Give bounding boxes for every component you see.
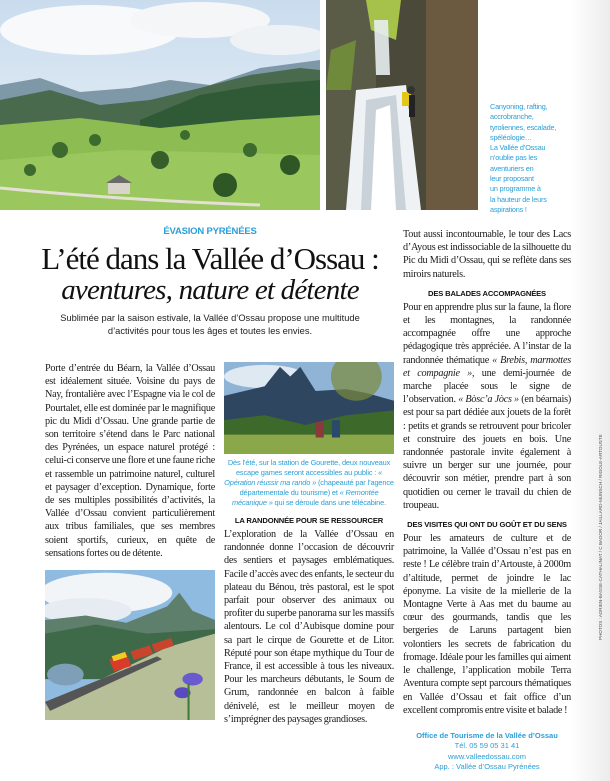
column-2 xyxy=(224,362,394,726)
article-header xyxy=(30,226,390,338)
lede-line: d’activités pour tous les âges et toutes les envies. xyxy=(107,326,313,336)
caption-line: tyroliennes, escalade, xyxy=(490,122,557,132)
photo-credit: PHOTOS : ADRIEN-BASSE-CATHALINAT / C BADOR / JAILLARD-MUNSCH / RIGOLE-ARTOUSTE xyxy=(598,434,603,640)
caption-line: La Vallée d’Ossau xyxy=(490,143,546,153)
canyoning-caption xyxy=(490,102,576,215)
lede-line: Sublimée par la saison estivale, la Vallée d’Ossau propose une multitude xyxy=(60,313,360,323)
caption-line: un programme à xyxy=(490,184,541,194)
paragraph-text: (en béarnais) est pour sa part dédiée aux jouets de la forêt : petits et grands se retrouvent pour bricoler et construire des jouets en bois. Une randonnée pastorale invite également à suivre un berger sur une journée, pour découvrir son métier, prendre part à son quotidien ou cerner le travail du chien de troupeau. xyxy=(403,394,571,511)
caption-italic-title: « Remontée mécanique » xyxy=(231,488,379,507)
contact-block xyxy=(403,731,571,773)
intro-paragraph: Porte d’entrée du Béarn, la Vallée d’Ossau est idéalement située. Voisine du pays de Nay, frontalière avec l’Espagne via le col de Pourtalet, elle est dominée par le magnifique pic du Midi d’Ossau. Une grande partie de son territoire s’étend dans le Parc national des Pyrénées, un espace naturel protégé : celui-ci conserve une flore et une faune riche et rassemble un patrimoine naturel, culturel et paysager d’exception. Dynamique, forte de ses multiples possibilités d’activités, la Vallée d’Ossau convient particulièrement aux tribus familiales, que ses membres soient sportifs, curieux, en quête de sensations fortes ou de détente. xyxy=(45,363,215,559)
paragraph-text: , une demi-journée de marche placée sous le signe de l’observation. xyxy=(403,367,571,406)
visites-paragraph: Pour les amateurs de culture et de patrimoine, la Vallée d’Ossau n’est pas en reste ! Le célèbre train d’Artouste, à 2000m d’altitude, permet de joindre le lac éponyme. La visite de la miellerie de la Montagne Verte à Aas met du baume au cœur des gourmands, tandis que les bergeries de Laruns partagent bien volontiers les secrets de fabrication du fromage. Idéale pour les familles qui aiment le challenge, l’application mobile Terra Aventura compte sept parcours thématiques en Vallée d’Ossau et fait office d’un excellent compromis entre visite et balade ! xyxy=(403,533,571,716)
article-subtitle: aventures, nature et détente xyxy=(61,274,359,306)
valley-landscape-photo xyxy=(0,0,320,210)
column-1 xyxy=(45,362,215,720)
column-3 xyxy=(403,228,571,773)
tourism-office-name: Office de Tourisme de la Vallée d’Ossau xyxy=(416,730,558,740)
paragraph-italic: « Bòsc’a Jòcs » xyxy=(458,394,519,406)
caption-line: aspirations ! xyxy=(490,204,527,214)
caption-text: Dès l’été, sur la station de Gourette, deux nouveaux escape games seront accessibles au public : xyxy=(227,458,391,477)
caption-line: accrobranche, xyxy=(490,112,534,122)
section-heading-randonnee: LA RANDONNÉE POUR SE RESSOURCER xyxy=(234,516,384,525)
pic-du-midi-photo xyxy=(224,362,394,454)
paragraph-italic: « Brebis, marmottes et compagnie » xyxy=(403,354,571,379)
article-lede xyxy=(30,312,390,338)
section-heading-visites: DES VISITES QUI ONT DU GOÛT ET DU SENS xyxy=(407,520,567,530)
caption-line: spéléologie… xyxy=(490,132,532,142)
top-photo-band xyxy=(0,0,580,214)
escape-games-caption xyxy=(224,458,394,508)
caption-text: (chapeauté par l’agence départementale du tourisme) et xyxy=(239,478,394,497)
artouste-train-photo xyxy=(45,570,215,720)
canyoning-waterfall-photo xyxy=(326,0,478,210)
caption-text: qui se déroule dans une télécabine. xyxy=(272,498,387,507)
phone-number: Tél. 05 59 05 31 41 xyxy=(454,741,520,751)
balades-paragraph xyxy=(403,301,571,512)
randonnee-paragraph: L’exploration de la Vallée d’Ossau en randonnée donne l’occasion de découvrir des sentiers et paysages emblématiques. Facile d’accès avec des enfants, le secteur du plateau du Bénou, très pastoral, est le spot parfait pour observer des animaux ou profiter du superbe panorama sur les massifs alentours. Le col d’Aubisque domine pour sa part le cirque de Gourette et de Litor. Réputé pour son étape mythique du Tour de France, il est accessible à tous les niveaux. Pour les marcheurs débutants, le Soum de Grum, randonnée en balcon à faible dénivelé, est le meilleur moyen de s’imprégner des paysages grandioses. xyxy=(224,529,394,725)
lacs-ayous-paragraph: Tout aussi incontournable, le tour des Lacs d’Ayous est indissociable de la silhouette du Pic du Midi d’Ossau, qui se reflète dans ses miroirs naturels. xyxy=(403,229,571,280)
website-link[interactable]: www.valleedossau.com xyxy=(448,751,526,761)
caption-line: aventuriers en xyxy=(490,163,534,173)
section-heading-balades: DES BALADES ACCOMPAGNÉES xyxy=(428,288,546,298)
paragraph-text: Pour en apprendre plus sur la faune, la flore et les montagnes, la randonnée accompagnée offre une approche pédagogique très appréciée. A l’instar de la randonnée thématique xyxy=(403,301,571,366)
section-kicker: ÉVASION PYRÉNÉES xyxy=(163,226,257,237)
caption-line: Canyoning, rafting, xyxy=(490,102,548,111)
caption-italic-title: « Opération réussir ma rando » xyxy=(224,468,383,487)
caption-line: leur proposant xyxy=(490,174,534,184)
article-title: L’été dans la Vallée d’Ossau : xyxy=(41,241,379,276)
caption-line: la hauteur de leurs xyxy=(490,194,547,204)
caption-line: n’oublie pas les xyxy=(490,153,538,163)
app-name: App. : Vallée d’Ossau Pyrénées xyxy=(434,762,540,772)
